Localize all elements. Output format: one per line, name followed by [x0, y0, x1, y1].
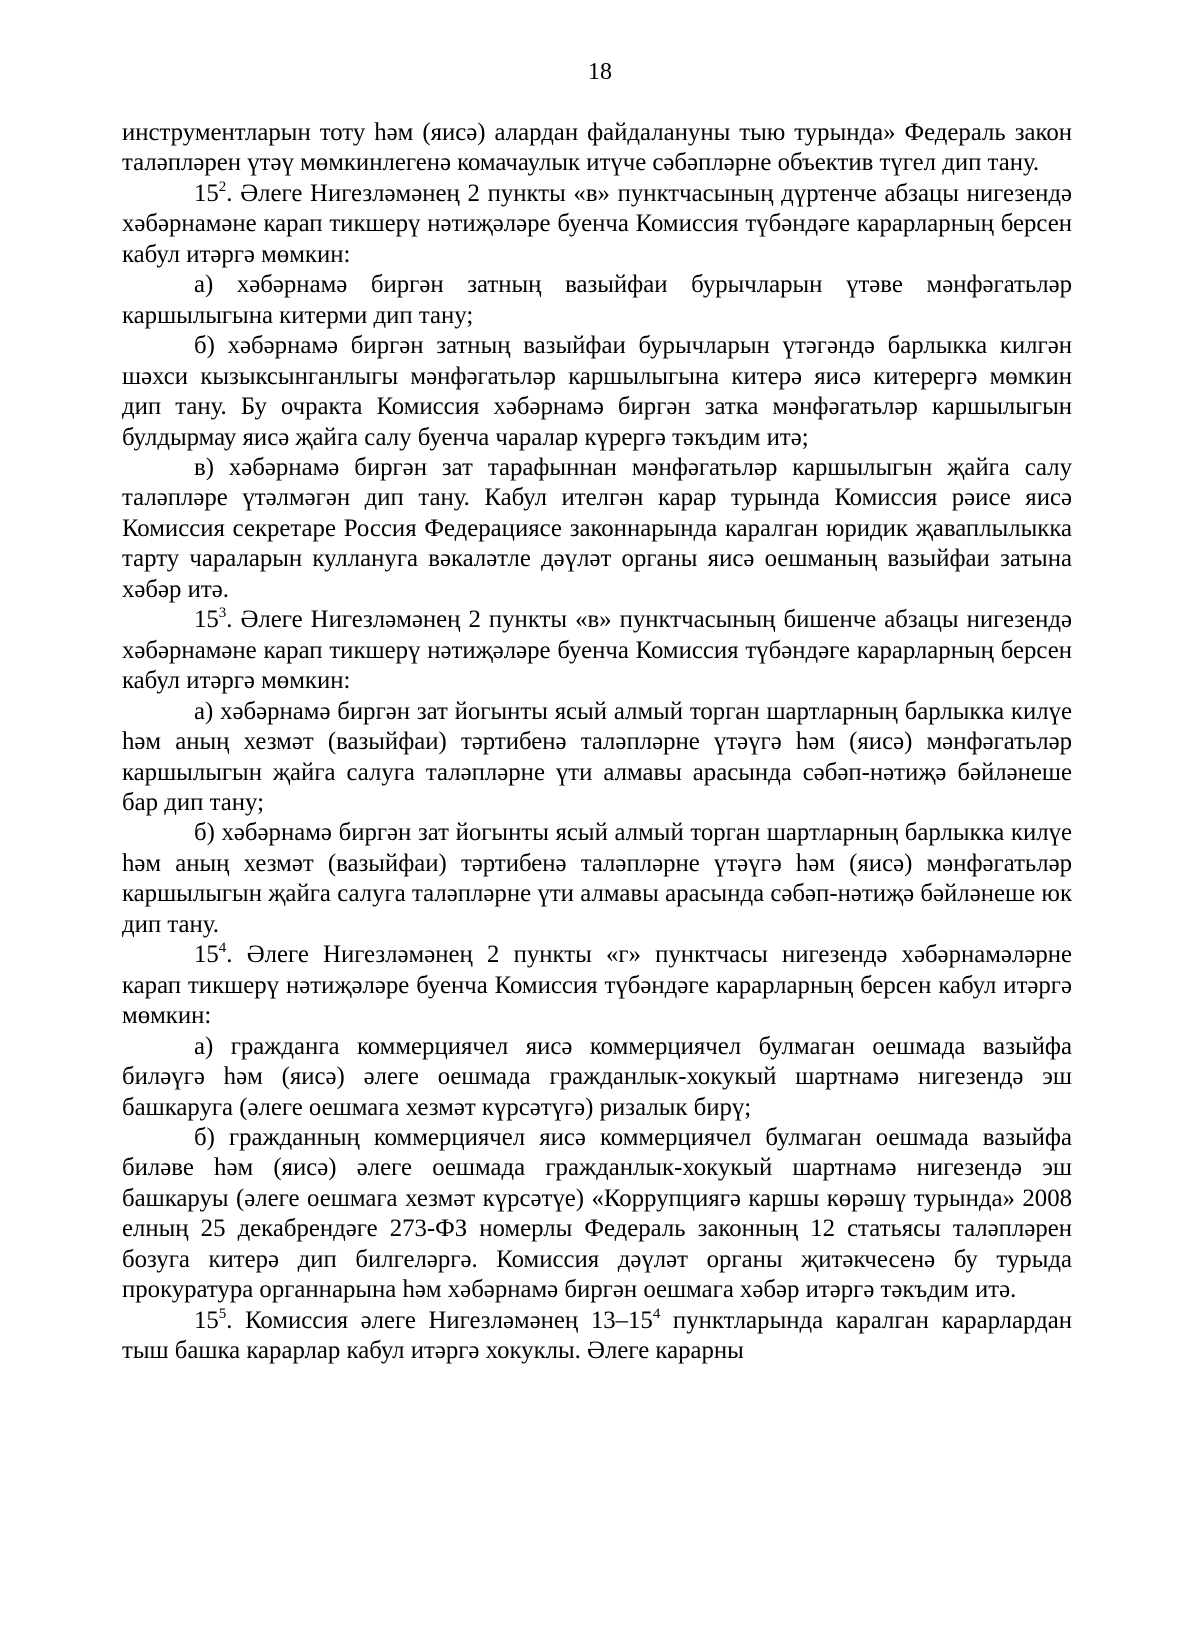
paragraph-15-4: [122, 940, 1072, 1031]
clause-superscript: 4: [218, 940, 227, 957]
paragraph-15-3: [122, 605, 1072, 696]
clause-text: . Әлеге Нигезләмәнең 2 пункты «в» пунктчасының бишенче абзацы нигезендә хәбәрнамәне карап тикшерү нәтиҗәләре буенча Комиссия түбәндәге карарларның берсен кабул итәргә мөмкин:: [122, 606, 1072, 695]
list-item-a: а) хәбәрнамә биргән затның вазыйфаи бурычларын үтәве мәнфәгатьләр каршылыгына китерми дип тану;: [122, 271, 1072, 329]
clause-superscript: 5: [218, 1305, 227, 1322]
clause-number: 15: [194, 941, 219, 969]
clause-text: пунктларында каралган карарлардан тыш башка карарлар кабул итәргә хокуклы. Әлеге карарны: [122, 1306, 1072, 1365]
list-item-a: а) хәбәрнамә биргән зат йогынты ясый алмый торган шартларның барлыкка килүе һәм аның хезмәт (вазыйфаи) тәртибенә таләпләрне үтәүгә һәм (яисә) мәнфәгатьләр каршылыгын җайга салуга таләпләрне үти алмавы арасында сәбәп-нәтиҗә бәйләнеше бар дип тану;: [122, 697, 1072, 816]
list-item-b: б) гражданның коммерциячел яисә коммерциячел булмаган оешмада вазыйфа биләве һәм (яисә) әлеге оешмада гражданлык-хокукый шартнамә нигезендә эш башкаруы (әлеге оешмага хезмәт күрсәтүе) «Коррупциягә каршы көрәшү турында» 2008 елның 25 декабрендәге 273-ФЗ номерлы Федераль законның 12 статьясы таләпләрен бозуга китерә дип билгеләргә. Комиссия дәүләт органы җитәкчесенә бу турыда прокуратура органнарына һәм хәбәрнамә биргән оешмага хәбәр итәргә тәкъдим итә.: [122, 1123, 1072, 1304]
clause-text: . Комиссия әлеге Нигезләмәнең 13–15: [226, 1306, 653, 1334]
body-text: [122, 118, 1072, 1367]
clause-superscript: 3: [218, 605, 227, 622]
list-item-b: б) хәбәрнамә биргән затның вазыйфаи бурычларын үтәгәндә барлыкка килгән шәхси кызыксынганлыгы мәнфәгатьләр каршылыгына китерә яисә китерергә мөмкин дип тану. Бу очракта Комиссия хәбәрнамә биргән затка мәнфәгатьләр каршылыгын булдырмау яисә җайга салу буенча чаралар күрергә тәкъдим итә;: [122, 332, 1072, 451]
paragraph-15-5: [122, 1306, 1072, 1367]
clause-number: 15: [194, 606, 219, 634]
clause-superscript: 4: [652, 1305, 661, 1322]
clause-text: . Әлеге Нигезләмәнең 2 пункты «г» пунктчасы нигезендә хәбәрнамәләрне карап тикшерү нәтиҗәләре буенча Комиссия түбәндәге карарларның берсен кабул итәргә мөмкин:: [122, 941, 1072, 1030]
clause-number: 15: [194, 1306, 219, 1334]
page-number: 18: [588, 59, 612, 85]
clause-superscript: 2: [218, 178, 227, 195]
list-item-v: в) хәбәрнамә биргән зат тарафыннан мәнфәгатьләр каршылыгын җайга салу таләпләре үтәлмәгән дип тану. Кабул ителгән карар турында Комиссия рәисе яисә Комиссия секретаре Россия Федерациясе законнарында каралган юридик җаваплылыкка тарту чараларын куллануга вәкаләтле дәүләт органы яисә оешманың вазыйфаи затына хәбәр итә.: [122, 453, 1072, 603]
list-item-b: б) хәбәрнамә биргән зат йогынты ясый алмый торган шартларның барлыкка килүе һәм аның хезмәт (вазыйфаи) тәртибенә таләпләрне үтәүгә һәм (яисә) мәнфәгатьләр каршылыгын җайга салуга таләпләрне үти алмавы арасында сәбәп-нәтиҗә бәйләнеше юк дип тану.: [122, 819, 1072, 938]
paragraph-15-2: [122, 179, 1072, 270]
list-item-a: а) гражданга коммерциячел яисә коммерциячел булмаган оешмада вазыйфа биләүгә һәм (яисә) әлеге оешмада гражданлык-хокукый шартнамә нигезендә эш башкаруга (әлеге оешмага хезмәт күрсәтүгә) ризалык бирү;: [122, 1032, 1072, 1121]
paragraph-continuation: инструментларын тоту һәм (яисә) алардан файдалануны тыю турында» Федераль закон таләпләрен үтәү мөмкинлегенә комачаулык итүче сәбәпләрне объектив түгел дип тану.: [122, 119, 1072, 177]
clause-text: . Әлеге Нигезләмәнең 2 пункты «в» пунктчасының дүртенче абзацы нигезендә хәбәрнамәне карап тикшерү нәтиҗәләре буенча Комиссия түбәндәге карарларның берсен кабул итәргә мөмкин:: [122, 179, 1072, 268]
clause-number: 15: [194, 179, 219, 207]
